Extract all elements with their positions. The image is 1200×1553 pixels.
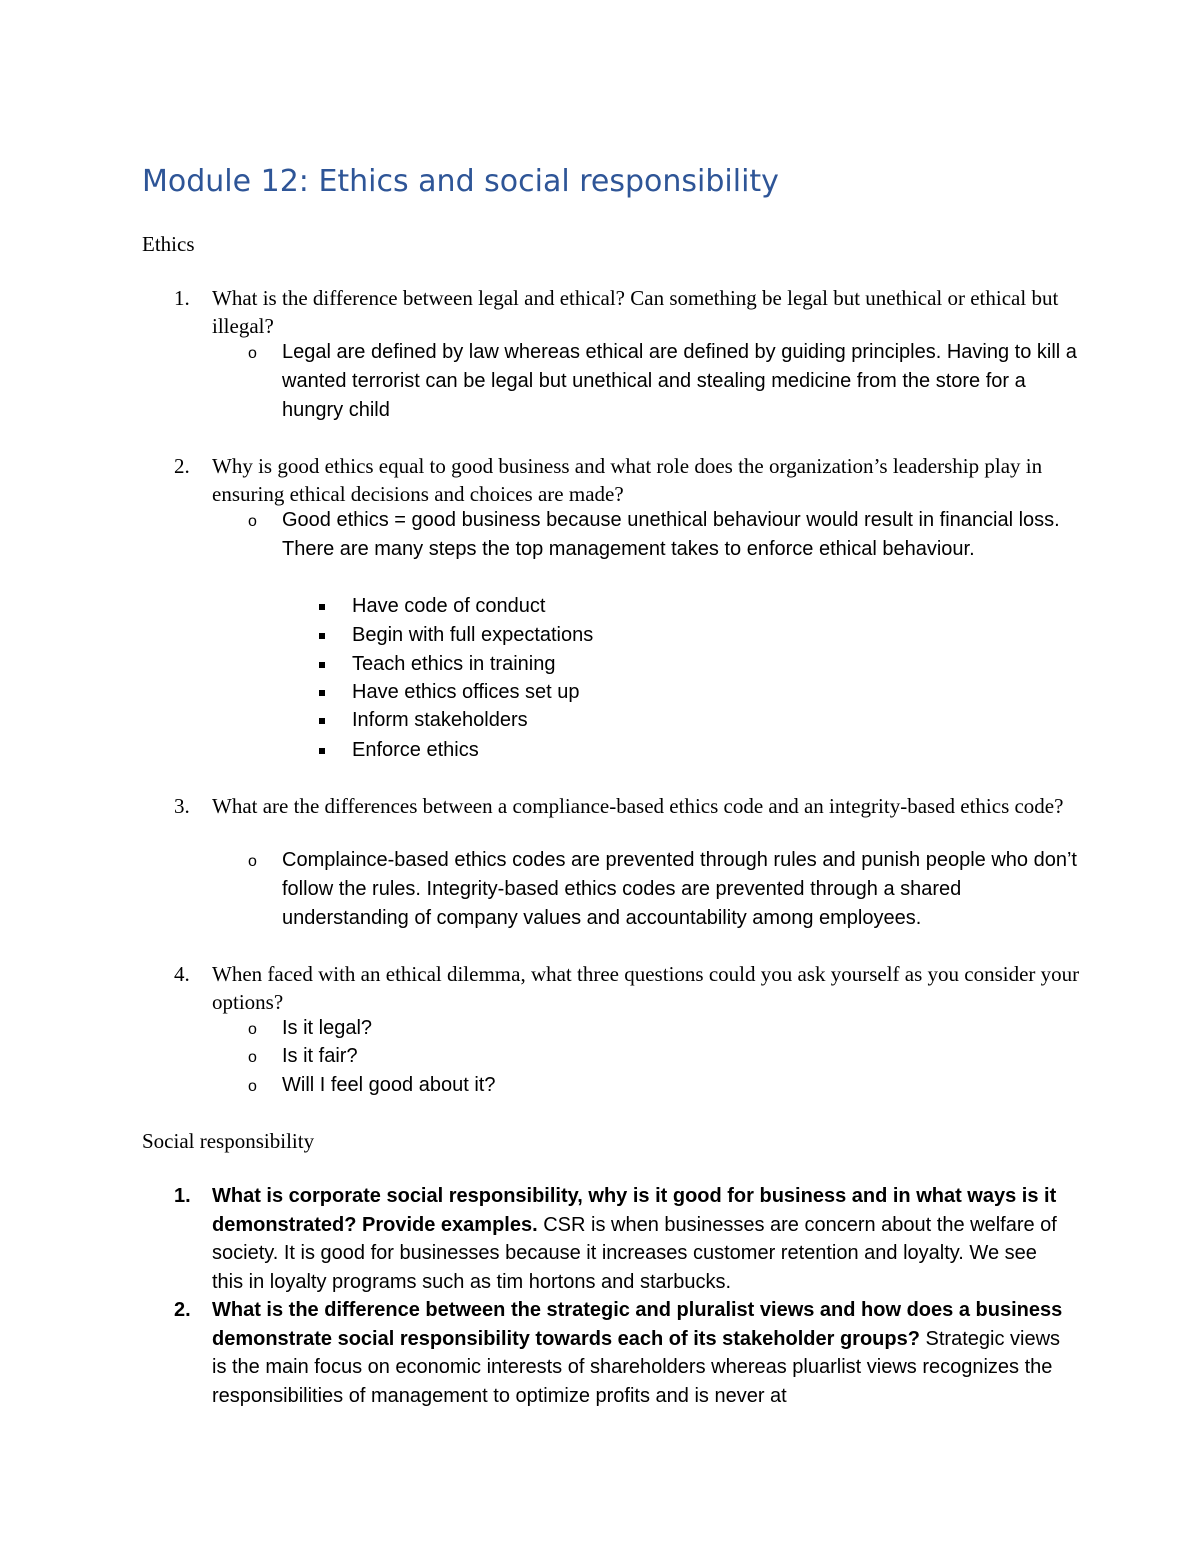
bullet-marker: o xyxy=(248,853,257,870)
list-item xyxy=(352,592,545,620)
social-question-1 xyxy=(174,1182,1072,1296)
question-text: When faced with an ethical dilemma, what three questions could you ask yourself as you consider your options? xyxy=(212,962,1080,1014)
ethics-answer-2 xyxy=(248,506,1082,564)
list-item-text: Have code of conduct xyxy=(352,595,546,617)
question-text: What is corporate social responsibility, why is it good for business and in what ways is it demonstrated? Provide examples. xyxy=(212,1185,1057,1236)
ethics-answer-4b xyxy=(248,1042,1082,1071)
bullet-marker: o xyxy=(248,1078,257,1095)
list-item xyxy=(352,678,580,706)
question-number: 1. xyxy=(174,286,190,310)
square-bullet-icon xyxy=(319,690,325,696)
list-item-text: Enforce ethics xyxy=(352,739,479,761)
question-text: What are the differences between a compliance-based ethics code and an integrity-based ethics code? xyxy=(212,794,1064,818)
answer-text: CSR is when businesses are concern about the welfare of society. It is good for businesses because it increases customer retention and loyalty. We see this in loyalty programs such as tim hortons and starbucks. xyxy=(212,1213,1057,1293)
answer-text: Legal are defined by law whereas ethical are defined by guiding principles. Having to kill a wanted terrorist can be legal but unethical and stealing medicine from the store for a hungry child xyxy=(282,341,1077,421)
ethics-answer-4c xyxy=(248,1071,1082,1100)
square-bullet-icon xyxy=(319,662,325,668)
bullet-marker: o xyxy=(248,345,257,362)
list-item xyxy=(352,736,479,764)
social-responsibility-heading: Social responsibility xyxy=(142,1129,315,1153)
ethics-heading: Ethics xyxy=(142,232,195,256)
square-bullet-icon xyxy=(319,604,325,610)
question-text: What is the difference between legal and ethical? Can something be legal but unethical or ethical but illegal? xyxy=(212,286,1059,338)
question-number: 4. xyxy=(174,962,190,986)
ethics-question-3 xyxy=(174,792,1082,820)
answer-text: Is it legal? xyxy=(282,1017,373,1039)
question-text: Why is good ethics equal to good business and what role does the organization’s leadership play in ensuring ethical decisions and choices are made? xyxy=(212,454,1043,506)
list-item-text: Inform stakeholders xyxy=(352,709,528,731)
list-item-text: Have ethics offices set up xyxy=(352,681,580,703)
answer-text: Complaince-based ethics codes are prevented through rules and punish people who don’t follow the rules. Integrity-based ethics codes are prevented through a shared understanding of company values and accountability among employees. xyxy=(282,849,1077,929)
bullet-marker: o xyxy=(248,1021,257,1038)
question-text: What is the difference between the strategic and pluralist views and how does a business demonstrate social responsibility towards each of its stakeholder groups? xyxy=(212,1299,1063,1350)
answer-text: Strategic views is the main focus on economic interests of shareholders whereas pluarlist views recognizes the responsibilities of management to optimize profits and is never at xyxy=(212,1327,1061,1407)
ethics-question-1 xyxy=(174,284,1082,340)
list-item xyxy=(352,650,555,678)
ethics-answer-4a xyxy=(248,1014,1082,1043)
list-item-text: Begin with full expectations xyxy=(352,624,594,646)
ethics-answer-1 xyxy=(248,338,1082,425)
bullet-marker: o xyxy=(248,1049,257,1066)
question-number: 2. xyxy=(174,1299,191,1321)
page-title: Module 12: Ethics and social responsibility xyxy=(142,164,779,199)
ethics-question-4 xyxy=(174,960,1082,1016)
list-item-text: Teach ethics in training xyxy=(352,653,556,675)
question-number: 3. xyxy=(174,794,190,818)
list-item xyxy=(352,621,593,649)
social-question-2 xyxy=(174,1296,1072,1410)
square-bullet-icon xyxy=(319,633,325,639)
answer-text: Will I feel good about it? xyxy=(282,1074,496,1096)
list-item xyxy=(352,706,528,734)
question-number: 1. xyxy=(174,1185,191,1207)
ethics-answer-3 xyxy=(248,846,1082,933)
square-bullet-icon xyxy=(319,718,325,724)
square-bullet-icon xyxy=(319,748,325,754)
answer-text: Good ethics = good business because unethical behaviour would result in financial loss. There are many steps the top management takes to enforce ethical behaviour. xyxy=(282,509,1060,560)
answer-text: Is it fair? xyxy=(282,1045,358,1067)
ethics-question-2 xyxy=(174,452,1082,508)
question-number: 2. xyxy=(174,454,190,478)
bullet-marker: o xyxy=(248,513,257,530)
